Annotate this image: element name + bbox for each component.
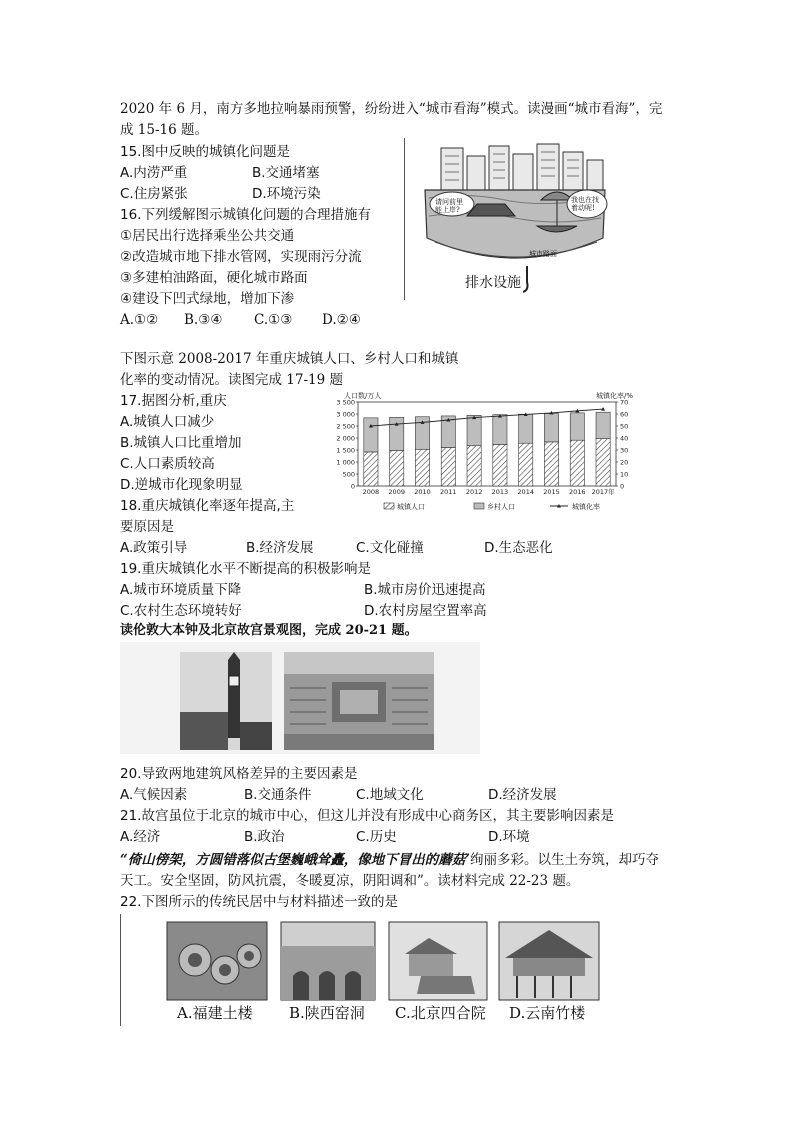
urban-population-bar (519, 443, 533, 486)
q16-stem: 16.下列缓解图示城镇化问题的合理措施有 (120, 207, 371, 223)
q20-option-b[interactable]: B.交通条件 (244, 787, 312, 803)
y-left-tick-label: 1 000 (336, 458, 355, 467)
y-left-axis-label: 人口数/万人 (344, 392, 382, 400)
dwelling-caption-d[interactable]: D.云南竹楼 (509, 1004, 586, 1022)
city-sea-cartoon (404, 138, 613, 300)
q15-option-a[interactable]: A.内涝严重 (120, 165, 188, 181)
q20-option-a[interactable]: A.气候因素 (120, 787, 188, 803)
rural-population-bar (467, 415, 481, 445)
y-left-tick-label: 1 500 (336, 446, 355, 455)
x-tick-label: 2013 (491, 488, 509, 496)
y-left-tick-label: 0 (350, 482, 355, 491)
y-right-tick-label: 40 (620, 434, 629, 443)
y-right-tick-label: 70 (620, 398, 629, 407)
q16-item-2: ②改造城市地下排水管网，实现雨污分流 (120, 249, 362, 265)
q16-item-3: ③多建柏油路面，硬化城市路面 (120, 270, 308, 286)
rural-population-bar (493, 415, 507, 445)
y-right-tick-label: 50 (620, 422, 629, 431)
x-tick-label: 2008 (362, 488, 380, 496)
intro-17-19-line1: 下图示意 2008-2017 年重庆城镇人口、乡村人口和城镇 (120, 351, 459, 367)
q18-option-d[interactable]: D.生态恶化 (484, 540, 553, 556)
y-right-tick-label: 60 (620, 410, 629, 419)
y-right-axis-label: 城镇化率/% (596, 392, 634, 400)
q19-option-c[interactable]: C.农村生态环境转好 (120, 603, 242, 619)
q19-stem: 19.重庆城镇化水平不断提高的积极影响是 (120, 561, 371, 577)
y-left-tick-label: 2 500 (336, 422, 355, 431)
urban-population-bar (364, 452, 378, 486)
urban-population-bar (441, 447, 455, 486)
q19-option-a[interactable]: A.城市环境质量下降 (120, 582, 242, 598)
q16-item-4: ④建设下凹式绿地，增加下渗 (120, 291, 295, 307)
chart-svg (324, 388, 654, 516)
q21-option-c[interactable]: C.历史 (356, 829, 397, 845)
q15-option-c[interactable]: C.住房紧张 (120, 186, 188, 202)
q18-option-a[interactable]: A.政策引导 (120, 540, 188, 556)
q17-option-d[interactable]: D.逆城市化现象明显 (120, 477, 243, 493)
q15-option-b[interactable]: B.交通堵塞 (252, 165, 320, 181)
y-left-tick-label: 500 (342, 470, 355, 479)
intro-20-21: 读伦敦大本钟及北京故宫景观图，完成 20-21 题。 (120, 623, 418, 638)
q16-option-a[interactable]: A.①② (120, 312, 159, 328)
x-tick-label: 2012 (465, 488, 483, 496)
urban-population-bar (390, 451, 404, 486)
q21-option-a[interactable]: A.经济 (120, 829, 161, 845)
x-tick-label: 2011 (440, 488, 457, 496)
intro-22-23-line2: 天工。安全坚固，防风抗震，冬暖夏凉，阴阳调和”。读材料完成 22-23 题。 (120, 873, 580, 889)
q17-option-b[interactable]: B.城镇人口比重增加 (120, 435, 242, 451)
q16-item-1: ①居民出行选择乘坐公共交通 (120, 228, 295, 244)
cartoon-ground-label: 城市路面 (529, 250, 557, 258)
rural-population-bar (570, 413, 584, 440)
dwelling-caption-a[interactable]: A.福建土楼 (177, 1004, 253, 1022)
cartoon-caption: 排水设施 (465, 275, 521, 291)
x-tick-label: 2017年 (591, 488, 615, 496)
q18-stem-line2: 要原因是 (120, 519, 174, 535)
q17-option-a[interactable]: A.城镇人口减少 (120, 414, 215, 430)
q20-stem: 20.导致两地建筑风格差异的主要因素是 (120, 766, 358, 782)
q18-option-c[interactable]: C.文化碰撞 (356, 540, 424, 556)
x-tick-label: 2015 (543, 488, 560, 496)
intro-17-19-line2: 化率的变动情况。读图完成 17-19 题 (120, 372, 344, 388)
y-left-tick-label: 3 500 (336, 398, 355, 407)
q19-option-b[interactable]: B.城市房价迅速提高 (364, 582, 486, 598)
urban-population-bar (415, 449, 429, 486)
urban-population-bar (493, 444, 507, 486)
q18-option-b[interactable]: B.经济发展 (246, 540, 314, 556)
chongqing-urbanization-chart (324, 388, 654, 516)
dwellings-figure (120, 914, 617, 1026)
q20-option-c[interactable]: C.地域文化 (356, 787, 424, 803)
q21-stem: 21.故宫虽位于北京的城市中心，但这儿并没有形成中心商务区，其主要影响因素是 (120, 808, 614, 824)
y-right-tick-label: 20 (620, 458, 629, 467)
x-tick-label: 2009 (388, 488, 405, 496)
q17-stem: 17.据图分析,重庆 (120, 393, 227, 409)
urban-population-bar (467, 446, 481, 486)
rural-population-bar (544, 414, 558, 442)
q16-option-d[interactable]: D.②④ (322, 312, 361, 328)
dwelling-caption-b[interactable]: B.陕西窑洞 (289, 1004, 365, 1022)
dwelling-caption-c[interactable]: C.北京四合院 (395, 1004, 486, 1022)
landmark-photos-svg (120, 642, 480, 754)
intro-15-16-line1: 2020 年 6 月，南方多地拉响暴雨预警，纷纷进入“城市看海”模式。读漫画“城市看海”，完 (120, 101, 663, 117)
q21-option-d[interactable]: D.环境 (488, 829, 530, 845)
legend-rural-swatch (474, 503, 484, 509)
y-left-tick-label: 3 000 (336, 410, 355, 419)
q16-option-c[interactable]: C.①③ (254, 312, 293, 328)
y-right-tick-label: 10 (620, 470, 629, 479)
x-tick-label: 2010 (414, 488, 431, 496)
y-right-tick-label: 0 (620, 482, 625, 491)
legend-urban-swatch (384, 503, 394, 509)
intro-22-23-line1-rest: 绚丽多彩。以生土夯筑，却巧夺 (469, 852, 659, 868)
cartoon-bubble-right: 我也在找着动呢! (571, 196, 599, 212)
urban-population-bar (570, 440, 584, 486)
q18-stem-line1: 18.重庆城镇化率逐年提高,主 (120, 498, 295, 514)
intro-15-16-line2: 成 15-16 题。 (120, 122, 209, 138)
q22-stem: 22.下图所示的传统民居中与材料描述一致的是 (120, 894, 398, 910)
y-left-tick-label: 2 000 (336, 434, 355, 443)
urban-population-bar (544, 442, 558, 486)
intro-22-23-quote: “倚山傍架，方圆错落似古堡巍峨耸矗，像地下冒出的蘑菇’ (120, 852, 470, 868)
legend-rural-label: 乡村人口 (487, 503, 515, 511)
q20-option-d[interactable]: D.经济发展 (488, 787, 557, 803)
q16-option-b[interactable]: B.③④ (184, 312, 223, 328)
q15-stem: 15.图中反映的城镇化问题是 (120, 144, 290, 160)
rural-population-bar (364, 418, 378, 452)
legend-urban-label: 城镇人口 (397, 503, 425, 511)
cartoon-bubble-left: 请问前里能上岸? (435, 198, 463, 214)
x-tick-label: 2016 (569, 488, 586, 496)
q15-option-d[interactable]: D.环境污染 (252, 186, 321, 202)
q19-option-d[interactable]: D.农村房屋空置率高 (364, 603, 487, 619)
q17-option-c[interactable]: C.人口素质较高 (120, 456, 215, 472)
intro-22-23-line1 (120, 851, 659, 869)
x-tick-label: 2014 (517, 488, 534, 496)
rural-population-bar (596, 412, 610, 438)
urban-population-bar (596, 439, 610, 486)
rural-population-bar (519, 414, 533, 443)
landmark-photos (120, 642, 480, 754)
legend-rate-label: 城镇化率 (572, 503, 600, 511)
y-right-tick-label: 30 (620, 446, 629, 455)
q21-option-b[interactable]: B.政治 (244, 829, 285, 845)
